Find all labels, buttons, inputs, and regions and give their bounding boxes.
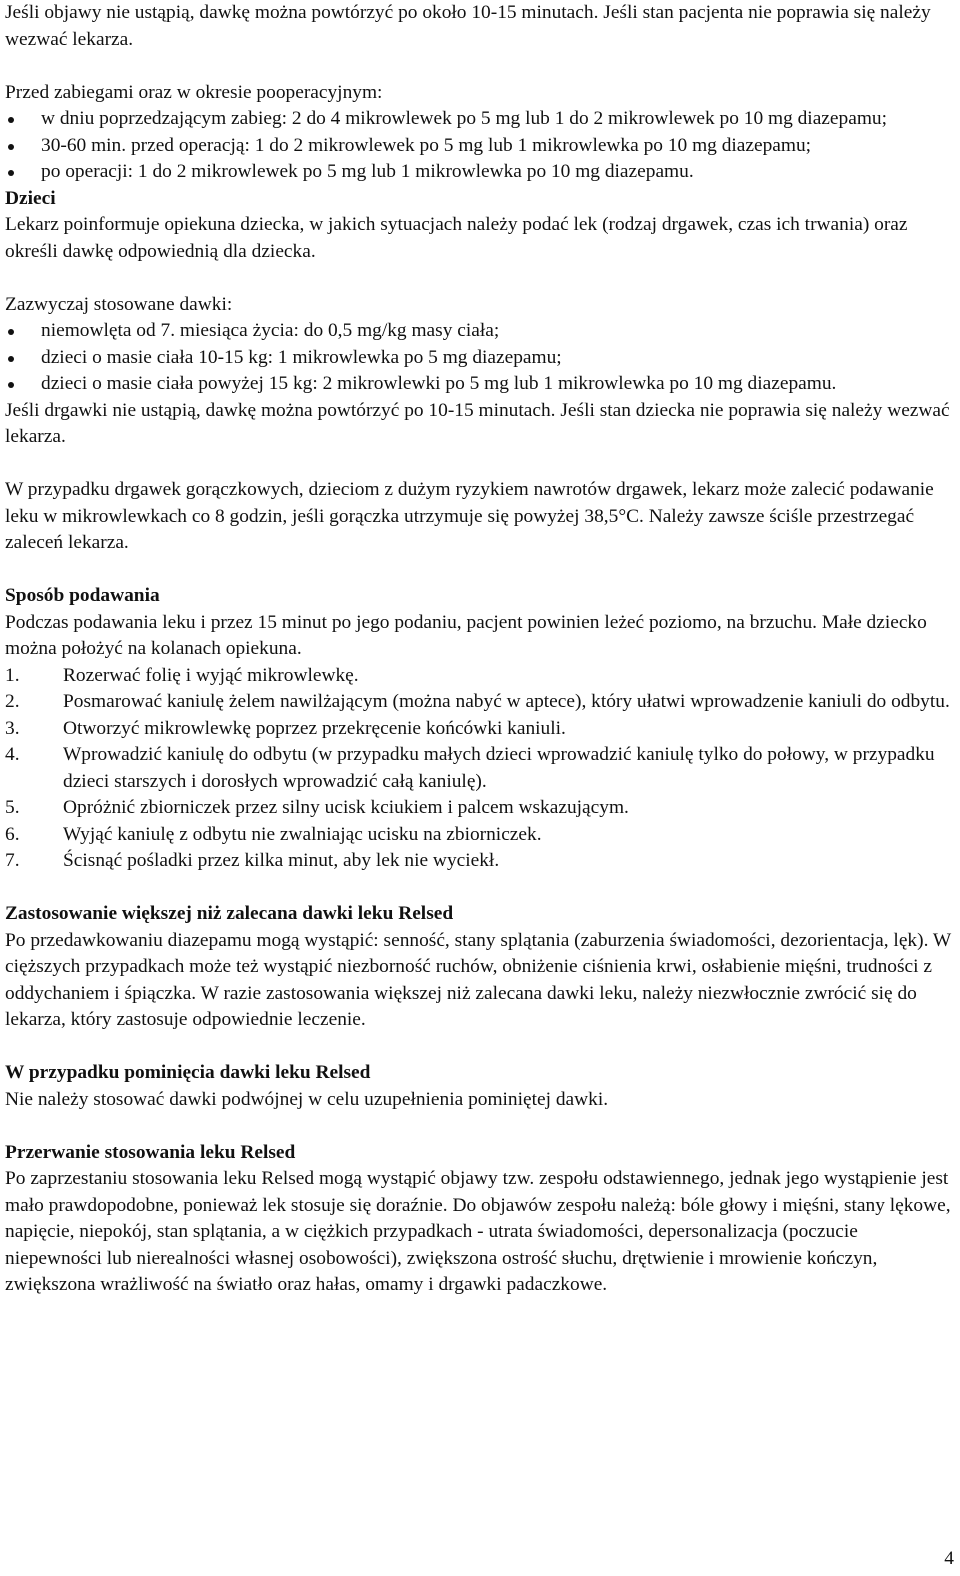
- step-item: [5, 716, 955, 743]
- step-item: [5, 663, 955, 690]
- children-repeat-paragraph: Jeśli drgawki nie ustąpią, dawkę można powtórzyć po 10-15 minutach. Jeśli stan dziecka nie poprawia się należy wezwać lekarza.: [5, 399, 950, 447]
- children-heading: Dzieci: [5, 187, 56, 209]
- step-number: 3.: [5, 717, 20, 739]
- bullet-icon: [8, 117, 14, 123]
- page-number: 4: [944, 1548, 954, 1569]
- list-item: [5, 345, 955, 372]
- stopping-paragraph: Po zaprzestaniu stosowania leku Relsed mogą wystąpić objawy tzw. zespołu odstawiennego, jednak jego wystąpienie jest mało prawdopodobne, ponieważ lek stosuje się doraźnie. Do objawów zespołu należą: bóle głowy i mięśni, stany lękowe, napięcie, niepokój, stan splątania, a w ciężkich przypadkach - utrata świadomości, depersonalizacja (poczucie niepewności lub nierealności własnej osobowości), zwiększona ostrość słuchu, drętwienie i mrowienie kończyn, zwiększona wrażliwość na światło oraz hałas, omamy i drgawki padaczkowe.: [5, 1168, 951, 1295]
- surgery-intro: Przed zabiegami oraz w okresie pooperacyjnym:: [5, 81, 383, 103]
- overdose-paragraph: Po przedawkowaniu diazepamu mogą wystąpić: senność, stany splątania (zaburzenia świadomości, dezorientacja, lęk). W cięższych przypadkach może też wystąpić niezborność ruchów, obniżenie ciśnienia krwi, osłabienie mięśni, trudności z oddychaniem i śpiączka. W razie zastosowania większej niż zalecana dawki leku, należy niezwłocznie zwrócić się do lekarza, który zastosuje odpowiednie leczenie.: [5, 929, 951, 1030]
- step-text: Wprowadzić kaniulę do odbytu (w przypadku małych dzieci wprowadzić kaniulę tylko do połowy, w przypadku dzieci starszych i dorosłych wprowadzić całą kaniulę).: [63, 744, 935, 792]
- step-number: 1.: [5, 664, 20, 686]
- repeat-dose-paragraph: Jeśli objawy nie ustąpią, dawkę można powtórzyć po około 10-15 minutach. Jeśli stan pacjenta nie poprawia się należy wezwać lekarza.: [5, 2, 931, 50]
- children-dose-list: [5, 318, 955, 398]
- step-text: Rozerwać folię i wyjąć mikrowlewkę.: [63, 664, 359, 686]
- step-text: Opróżnić zbiorniczek przez silny ucisk kciukiem i palcem wskazującym.: [63, 797, 629, 818]
- step-number: 2.: [5, 691, 20, 712]
- overdose-heading: Zastosowanie większej niż zalecana dawki leku Relsed: [5, 903, 454, 924]
- list-item: [5, 371, 955, 398]
- administration-paragraph: Podczas podawania leku i przez 15 minut po jego podaniu, pacjent powinien leżeć poziomo, na brzuchu. Małe dziecko można położyć na kolanach opiekuna.: [5, 611, 927, 659]
- step-number: 6.: [5, 823, 20, 845]
- list-item-text: po operacji: 1 do 2 mikrowlewek po 5 mg lub 1 mikrowlewka po 10 mg diazepamu.: [41, 161, 694, 182]
- list-item-text: 30-60 min. przed operacją: 1 do 2 mikrowlewek po 5 mg lub 1 mikrowlewka po 10 mg diazepamu;: [41, 134, 812, 156]
- step-number: 4.: [5, 744, 20, 765]
- children-paragraph: Lekarz poinformuje opiekuna dziecka, w jakich sytuacjach należy podać lek (rodzaj drgawek, czas ich trwania) oraz określi dawkę odpowiednią dla dziecka.: [5, 214, 908, 262]
- step-item: [5, 848, 955, 875]
- bullet-icon: [8, 170, 14, 176]
- administration-heading: Sposób podawania: [5, 585, 160, 606]
- document-page: [5, 0, 955, 1299]
- step-number: 7.: [5, 850, 20, 871]
- list-item-text: dzieci o masie ciała 10-15 kg: 1 mikrowlewka po 5 mg diazepamu;: [41, 346, 562, 368]
- step-text: Otworzyć mikrowlewkę poprzez przekręcenie końcówki kaniuli.: [63, 717, 566, 739]
- step-text: Posmarować kaniulę żelem nawilżającym (można nabyć w aptece), który ułatwi wprowadzenie kaniuli do odbytu.: [63, 691, 950, 712]
- step-item: [5, 822, 955, 849]
- list-item-text: w dniu poprzedzającym zabieg: 2 do 4 mikrowlewek po 5 mg lub 1 do 2 mikrowlewek po 10 mg diazepamu;: [41, 108, 887, 129]
- bullet-icon: [8, 329, 14, 335]
- list-item-text: dzieci o masie ciała powyżej 15 kg: 2 mikrowlewki po 5 mg lub 1 mikrowlewka po 10 mg diazepamu.: [41, 373, 837, 394]
- missed-dose-paragraph: Nie należy stosować dawki podwójnej w celu uzupełnienia pominiętej dawki.: [5, 1088, 609, 1110]
- children-doses-intro: Zazwyczaj stosowane dawki:: [5, 293, 233, 315]
- step-number: 5.: [5, 797, 20, 818]
- stopping-heading: Przerwanie stosowania leku Relsed: [5, 1141, 296, 1163]
- bullet-icon: [8, 144, 14, 150]
- list-item: [5, 318, 955, 345]
- step-text: Ścisnąć pośladki przez kilka minut, aby lek nie wyciekł.: [63, 850, 500, 871]
- fever-paragraph: W przypadku drgawek gorączkowych, dzieciom z dużym ryzykiem nawrotów drgawek, lekarz może zalecić podawanie leku w mikrowlewkach co 8 godzin, jeśli gorączka utrzymuje się powyżej 38,5°C. Należy zawsze ściśle przestrzegać zaleceń lekarza.: [5, 479, 934, 553]
- step-item: [5, 689, 955, 716]
- step-text: Wyjąć kaniulę z odbytu nie zwalniając ucisku na zbiorniczek.: [63, 823, 542, 845]
- step-item: [5, 795, 955, 822]
- missed-dose-heading: W przypadku pominięcia dawki leku Relsed: [5, 1062, 371, 1083]
- list-item-text: niemowlęta od 7. miesiąca życia: do 0,5 mg/kg masy ciała;: [41, 320, 500, 341]
- list-item: [5, 106, 955, 133]
- surgery-dose-list: [5, 106, 955, 186]
- list-item: [5, 133, 955, 160]
- bullet-icon: [8, 356, 14, 362]
- bullet-icon: [8, 382, 14, 388]
- list-item: [5, 159, 955, 186]
- step-item: [5, 742, 955, 795]
- administration-steps: [5, 663, 955, 875]
